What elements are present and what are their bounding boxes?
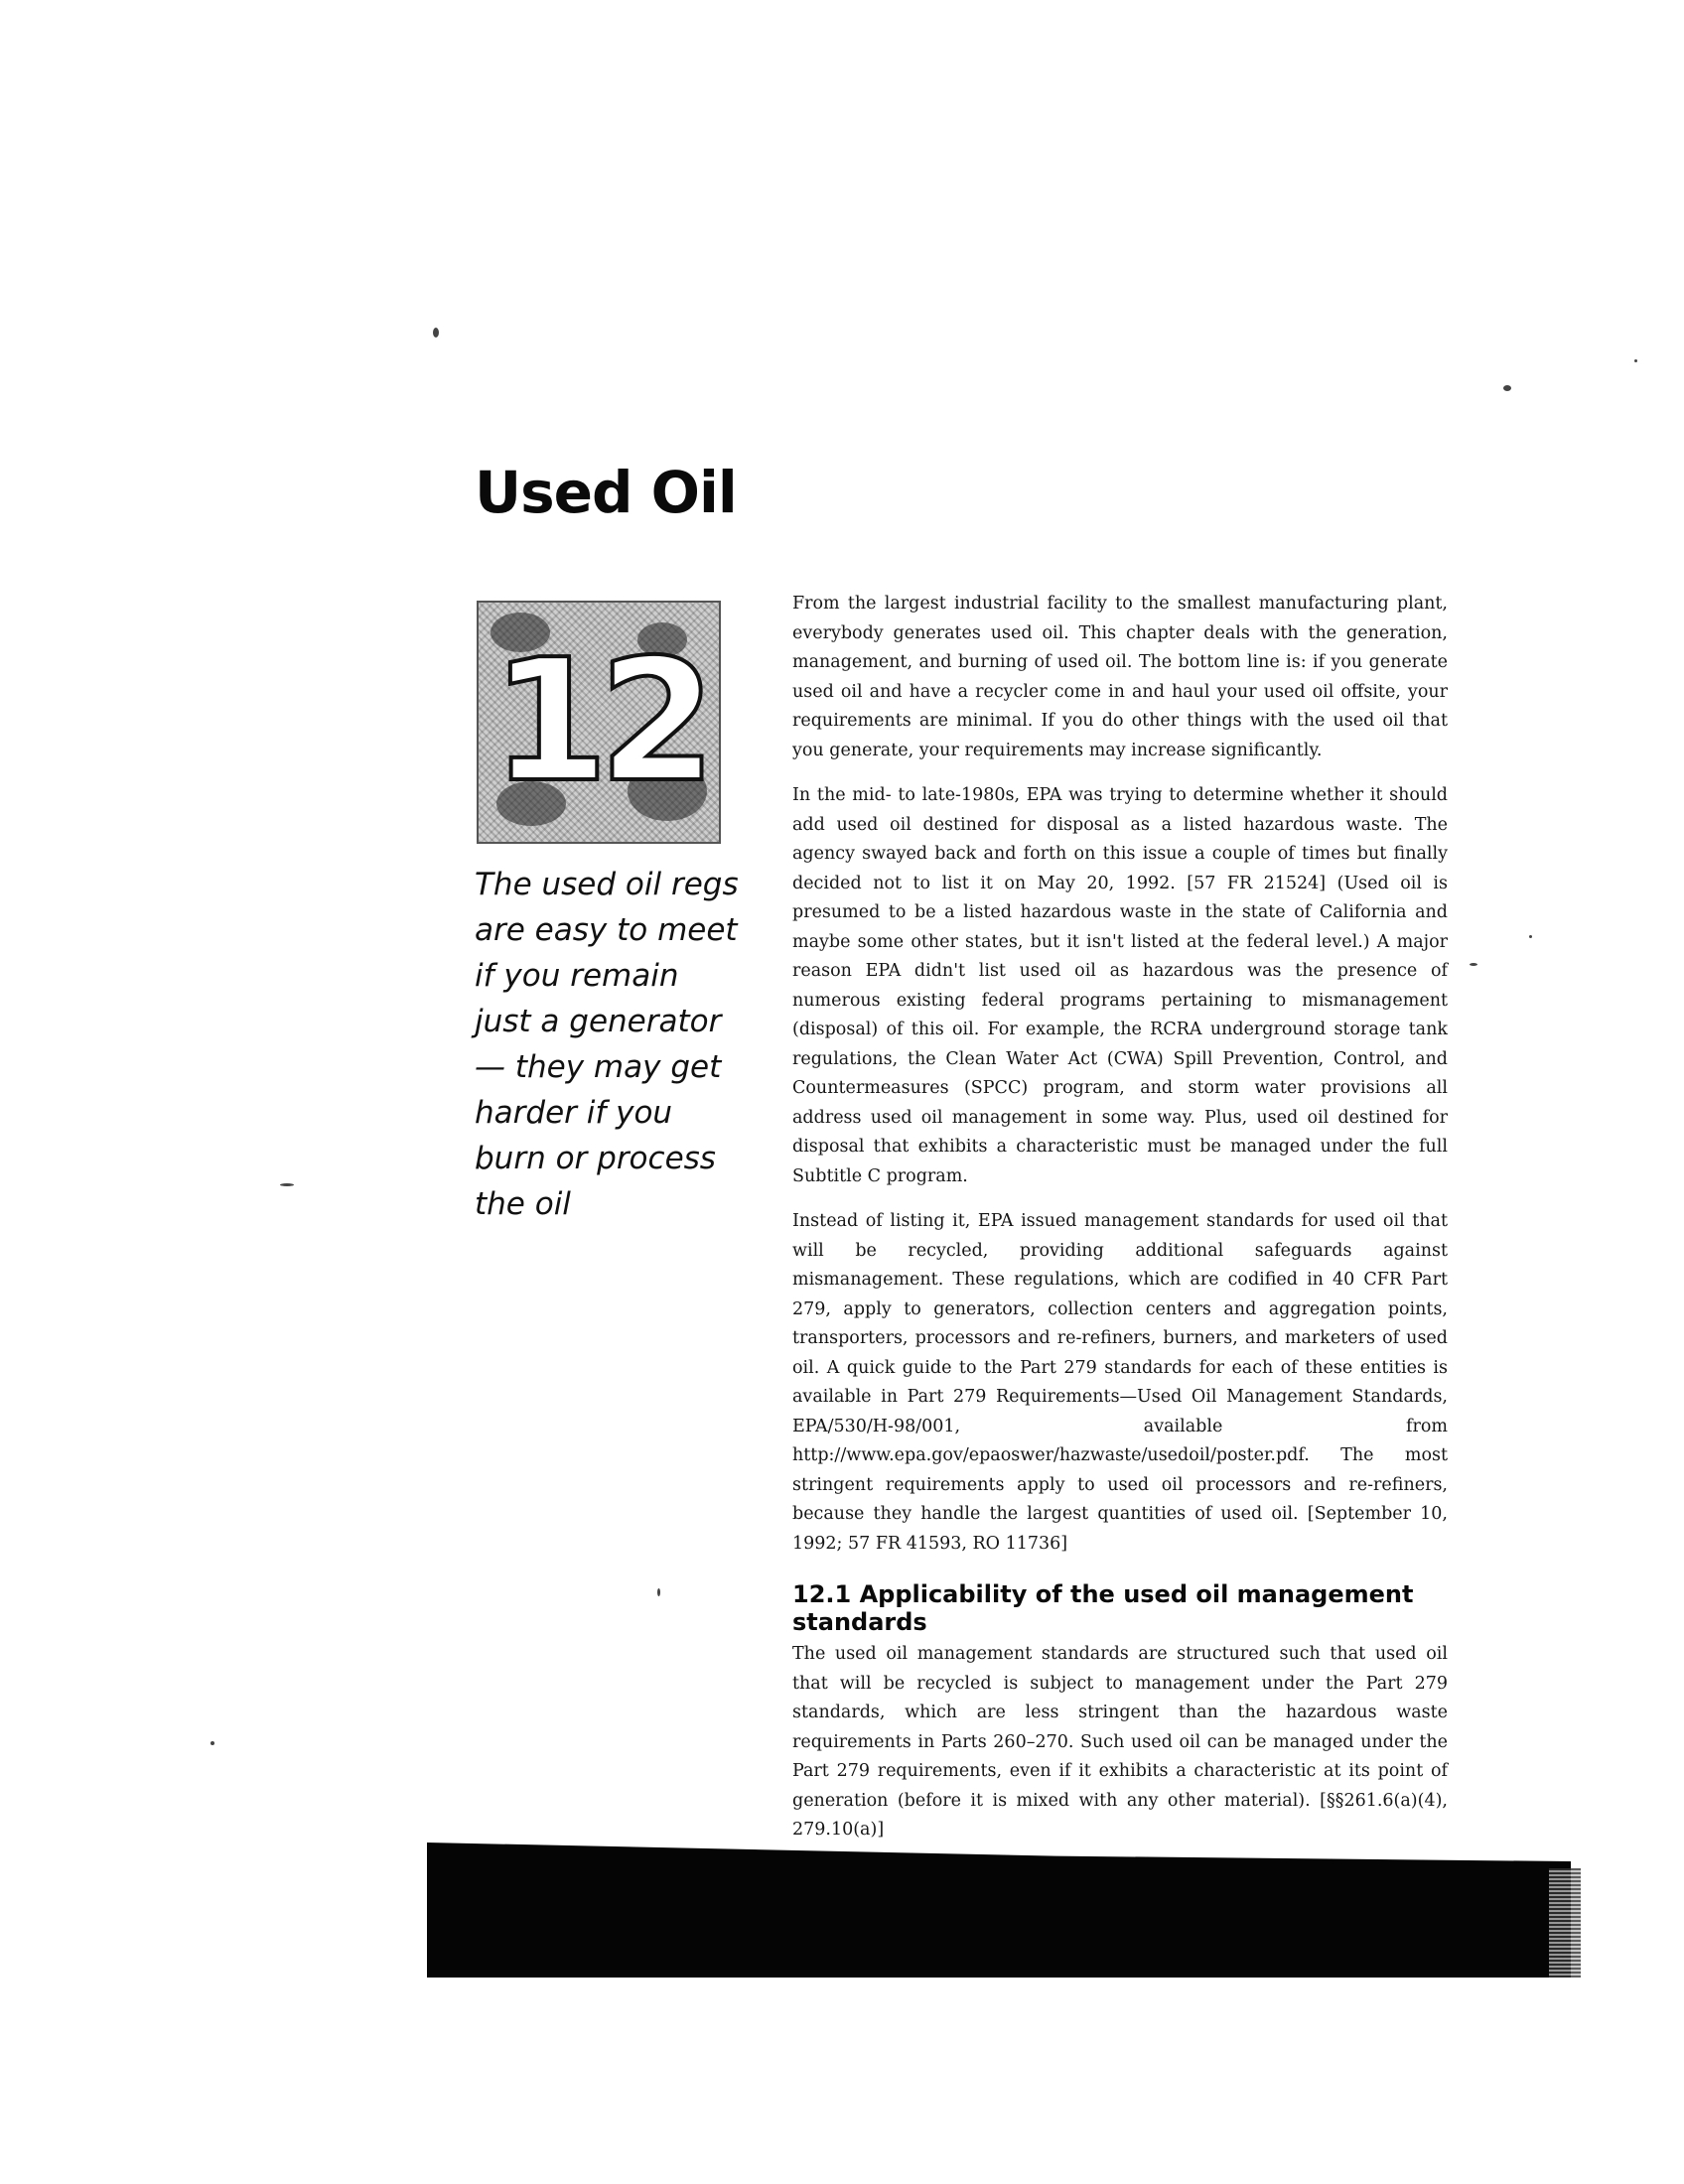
scan-speck xyxy=(280,1183,294,1186)
section-paragraph: The used oil management standards are structured such that used oil that will be recycled is subject to management under the Part 279 standards, which are less stringent than the hazardous waste requirements in Parts 260–270. Such used oil can be managed under the Part 279 requirements, even if it exhibits a characteristic at its point of generation (before it is mixed with any other material). [§§261.6(a)(4), 279.10(a)] xyxy=(792,1644,1448,1840)
scan-speck xyxy=(433,328,439,338)
pull-quote: The used oil regs are easy to meet if you remain just a generator— they may get harder if you burn or process the oil xyxy=(475,867,739,1222)
scan-speck xyxy=(657,1588,660,1596)
scan-speck xyxy=(1529,935,1532,938)
scan-speck xyxy=(1503,385,1511,391)
scan-speck xyxy=(1634,359,1637,362)
body-paragraph: From the largest industrial facility to the smallest manufacturing plant, everybody generates used oil. This chapter deals with the generation, management, and burning of used oil. The bottom line is: if you generate used oil and have a recycler come in and haul your used oil offsite, your requirements are minimal. If you do other things with the used oil that you generate, your requirements may increase significantly. xyxy=(792,594,1448,760)
chapter-number-badge xyxy=(477,601,721,844)
scan-speck xyxy=(210,1741,214,1745)
body-paragraph: In the mid- to late-1980s, EPA was trying to determine whether it should add used oil destined for disposal as a listed hazardous waste. The agency swayed back and forth on this issue a couple of times but finally decided not to list it on May 20, 1992. [57 FR 21524] (Used oil is presumed to be a listed hazardous waste in the state of California and maybe some other states, but it isn't listed at the federal level.) A major reason EPA didn't list used oil as hazardous was the presence of numerous existing federal programs pertaining to mismanagement (disposal) of this oil. For example, the RCRA underground storage tank regulations, the Clean Water Act (CWA) Spill Prevention, Control, and Countermeasures (SPCC) program, and storm water provisions all address used oil management in some way. Plus, used oil destined for disposal that exhibits a characteristic must be managed under the full Subtitle C program. xyxy=(792,785,1448,1186)
scan-footer-bar xyxy=(427,1843,1571,1978)
scan-footer-edge xyxy=(1549,1868,1581,1978)
body-text-column xyxy=(792,590,1448,1861)
page-title: Used Oil xyxy=(475,459,737,526)
chapter-number: 12 xyxy=(491,623,707,820)
body-paragraph: Instead of listing it, EPA issued management standards for used oil that will be recycled, providing additional safeguards against mismanagement. These regulations, which are codified in 40 CFR Part 279, apply to generators, collection centers and aggregation points, transporters, processors and re-refiners, burners, and marketers of used oil. A quick guide to the Part 279 standards for each of these entities is available in Part 279 Requirements—Used Oil Management Standards, EPA/530/H-98/001, available from http://www.epa.gov/epaoswer/hazwaste/usedoil/poster.pdf. The most stringent requirements apply to used oil processors and re-refiners, because they handle the largest quantities of used oil. [September 10, 1992; 57 FR 41593, RO 11736] xyxy=(792,1211,1448,1554)
section-heading: 12.1 Applicability of the used oil management standards xyxy=(792,1580,1414,1636)
scan-speck xyxy=(1470,963,1477,966)
